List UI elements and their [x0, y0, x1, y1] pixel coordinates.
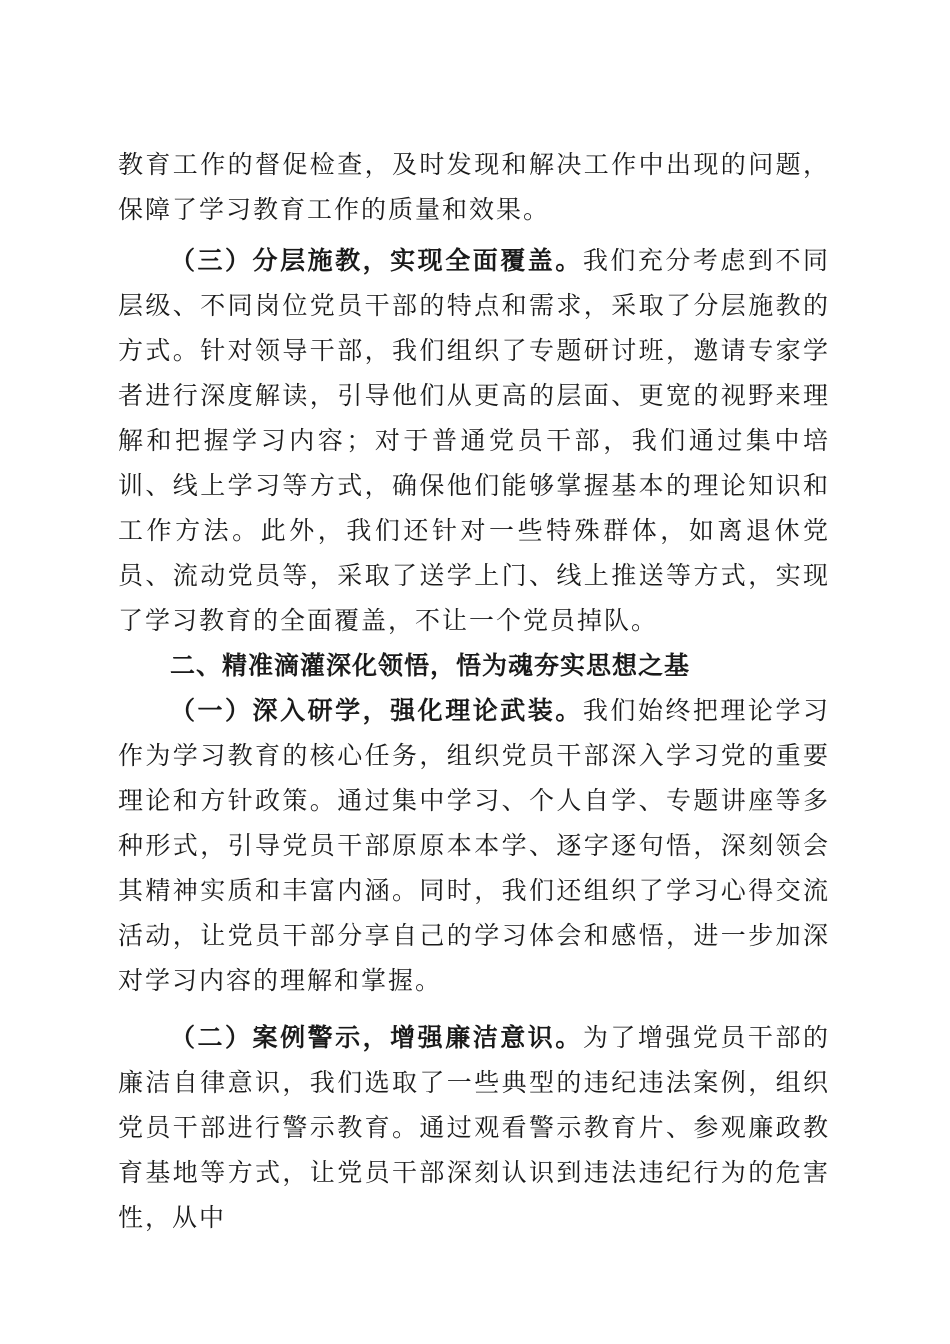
paragraph-lead: （三）分层施教，实现全面覆盖。: [170, 246, 583, 275]
paragraph-text: 我们充分考虑到不同层级、不同岗位党员干部的特点和需求，采取了分层施教的方式。针对领导干部，我们组织了专题研讨班，邀请专家学者进行深度解读，引导他们从更高的层面、更宽的视野来理解和把握学习内容；对于普通党员干部，我们通过集中培训、线上学习等方式，确保他们能够掌握基本的理论知识和工作方法。此外，我们还针对一些特殊群体，如离退休党员、流动党员等，采取了送学上门、线上推送等方式，实现了学习教育的全面覆盖，不让一个党员掉队。: [118, 246, 830, 635]
paragraph-case-warning: [118, 1015, 830, 1240]
paragraph-text: 教育工作的督促检查，及时发现和解决工作中出现的问题，保障了学习教育工作的质量和效果。: [118, 150, 830, 224]
paragraph-theory-study: [118, 688, 830, 1003]
paragraph-layered-teaching: [118, 238, 830, 643]
paragraph-lead: （一）深入研学，强化理论武装。: [170, 696, 583, 725]
document-page: [118, 142, 830, 1240]
paragraph-continuation: [118, 142, 830, 232]
section-heading: 二、精准滴灌深化领悟，悟为魂夯实思想之基: [170, 651, 691, 680]
paragraph-text: 我们始终把理论学习作为学习教育的核心任务，组织党员干部深入学习党的重要理论和方针政策。通过集中学习、个人自学、专题讲座等多种形式，引导党员干部原原本本学、逐字逐句悟，深刻领会其精神实质和丰富内涵。同时，我们还组织了学习心得交流活动，让党员干部分享自己的学习体会和感悟，进一步加深对学习内容的理解和掌握。: [118, 696, 830, 995]
paragraph-lead: （二）案例警示，增强廉洁意识。: [170, 1023, 583, 1052]
paragraph-text: 为了增强党员干部的廉洁自律意识，我们选取了一些典型的违纪违法案例，组织党员干部进行警示教育。通过观看警示教育片、参观廉政教育基地等方式，让党员干部深刻认识到违法违纪行为的危害性，从中: [118, 1023, 830, 1232]
